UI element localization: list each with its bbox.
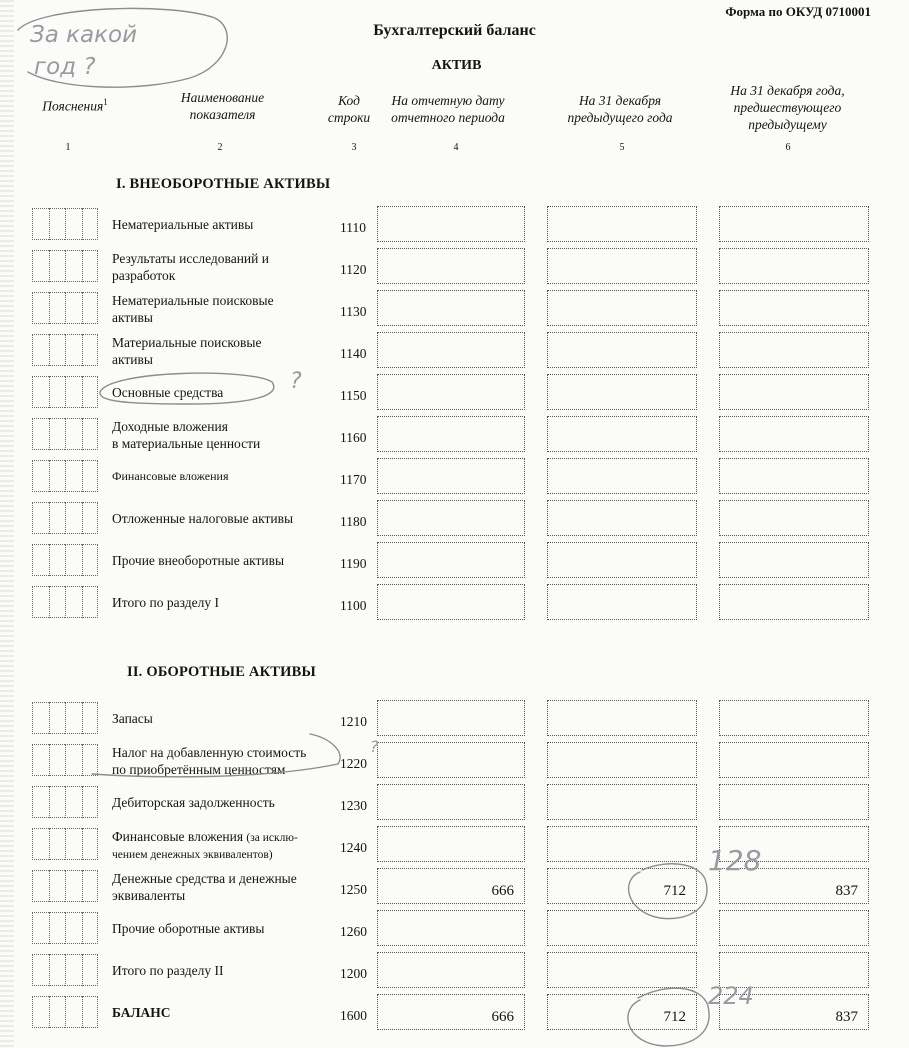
row-label-line1-text: Результаты исследований и xyxy=(112,251,269,266)
row-label-line1-text: БАЛАНС xyxy=(112,1005,171,1020)
row-label-line2: активы xyxy=(112,352,153,367)
value-cell-col5[interactable]: 712 xyxy=(547,868,697,904)
col-header-name-l1: Наименование xyxy=(180,90,265,105)
row-label-line1-text: Налог на добавленную стоимость xyxy=(112,745,307,760)
row-code: 1110 xyxy=(340,220,366,235)
row-label-line2: эквиваленты xyxy=(112,888,186,903)
row-label-line1-text: Основные средства xyxy=(112,385,224,400)
value-cell-col6[interactable]: 837 xyxy=(719,994,869,1030)
value-cell-col5[interactable]: 712 xyxy=(547,994,697,1030)
pencil-ellipse-fixed-assets-icon xyxy=(100,373,274,404)
row-code: 1190 xyxy=(340,556,367,571)
col-header-name-l2: показателя xyxy=(189,107,256,122)
row-label-line1-text: Дебиторская задолженность xyxy=(112,795,275,810)
row-code: 1180 xyxy=(340,514,367,529)
col-header-prev-year-l2: предыдущего года xyxy=(567,110,673,125)
row-label-line1-text: Прочие внеоборотные активы xyxy=(112,553,285,568)
row-label-line2: чением денежных эквивалентов) xyxy=(112,849,273,861)
pencil-underline-vat-icon xyxy=(92,734,340,777)
col-header-current-l1: На отчетную дату xyxy=(391,93,505,108)
row-label-line1-text: Прочие оборотные активы xyxy=(112,921,265,936)
col-header-notes-footnote: 1 xyxy=(103,97,108,107)
col-header-current-l2: отчетного периода xyxy=(391,110,505,125)
row-label-line2: по приобретённым ценностям xyxy=(112,762,286,777)
pencil-question-1: ? xyxy=(290,369,302,394)
row-code: 1140 xyxy=(340,346,367,361)
row-label-line2: разработок xyxy=(112,268,176,283)
row-code: 1120 xyxy=(340,262,367,277)
row-code: 1600 xyxy=(340,1008,367,1023)
row-label-line1-text: Финансовые вложения xyxy=(112,469,229,483)
row-label-line1-text: Денежные средства и денежные xyxy=(112,871,297,886)
row-code: 1210 xyxy=(340,714,367,729)
document-title: Бухгалтерский баланс xyxy=(373,22,536,39)
row-code: 1260 xyxy=(340,924,367,939)
row-code: 1200 xyxy=(340,966,367,981)
row-label-line2: в материальные ценности xyxy=(112,436,261,451)
row-code: 1220 xyxy=(340,756,367,771)
row-label-line1-text: Итого по разделу II xyxy=(112,963,224,978)
pencil-note-year-l1: За какой xyxy=(30,22,138,48)
col-header-notes-label: Пояснения xyxy=(42,98,104,114)
col-header-code-l2: строки xyxy=(327,110,371,125)
row-label-line1-text: Нематериальные активы xyxy=(112,217,254,232)
pencil-question-2: ? xyxy=(370,737,379,756)
row-label-line1-suffix: (за исклю- xyxy=(246,832,298,844)
row-label-line1-text: Нематериальные поисковые xyxy=(112,293,274,308)
row-label-line2: активы xyxy=(112,310,153,325)
row-label-line1-text: Материальные поисковые xyxy=(112,335,262,350)
section-title-noncurrent: I. ВНЕОБОРОТНЫЕ АКТИВЫ xyxy=(116,176,331,192)
row-label-line1-text: Итого по разделу I xyxy=(112,595,219,610)
col-header-prev-year-l1: На 31 декабря xyxy=(578,93,662,108)
pencil-circle-1600-icon xyxy=(628,988,709,1046)
row-label-line1-text: Запасы xyxy=(112,711,153,726)
col-num-6: 6 xyxy=(785,142,791,153)
value-cell-col4[interactable]: 666 xyxy=(377,994,525,1030)
section-title-current: II. ОБОРОТНЫЕ АКТИВЫ xyxy=(127,664,316,680)
row-code: 1240 xyxy=(340,840,367,855)
col-num-4: 4 xyxy=(453,142,459,153)
row-code: 1160 xyxy=(340,430,367,445)
row-code: 1150 xyxy=(340,388,367,403)
row-label-line1-text: Финансовые вложения xyxy=(112,829,244,844)
col-header-prev-prev-year-l1: На 31 декабря года, xyxy=(730,83,845,98)
row-label-line1-text: Доходные вложения xyxy=(112,419,228,434)
row-code: 1100 xyxy=(340,598,367,613)
pencil-note-year-l2: год ? xyxy=(34,54,96,80)
form-okud-code: Форма по ОКУД 0710001 xyxy=(725,4,871,19)
row-code: 1230 xyxy=(340,798,367,813)
pencil-note-1600: 224 xyxy=(708,982,754,1010)
value-cell-col6[interactable]: 837 xyxy=(719,868,869,904)
col-header-code-l1: Код xyxy=(338,93,360,108)
row-label-line1-text: Отложенные налоговые активы xyxy=(112,511,294,526)
pencil-circle-1250-icon xyxy=(629,864,707,919)
row-code: 1170 xyxy=(340,472,367,487)
col-num-5: 5 xyxy=(619,142,625,153)
col-header-prev-prev-year-l3: предыдущему xyxy=(748,117,827,132)
row-code: 1250 xyxy=(340,882,367,897)
col-num-2: 2 xyxy=(217,142,223,153)
value-cell-col4[interactable]: 666 xyxy=(377,868,525,904)
col-num-1: 1 xyxy=(65,142,71,153)
col-header-prev-prev-year-l2: предшествующего xyxy=(733,100,842,115)
assets-heading: АКТИВ xyxy=(431,58,482,73)
pencil-note-1240: 128 xyxy=(708,844,762,877)
col-num-3: 3 xyxy=(351,142,357,153)
row-code: 1130 xyxy=(340,304,367,319)
